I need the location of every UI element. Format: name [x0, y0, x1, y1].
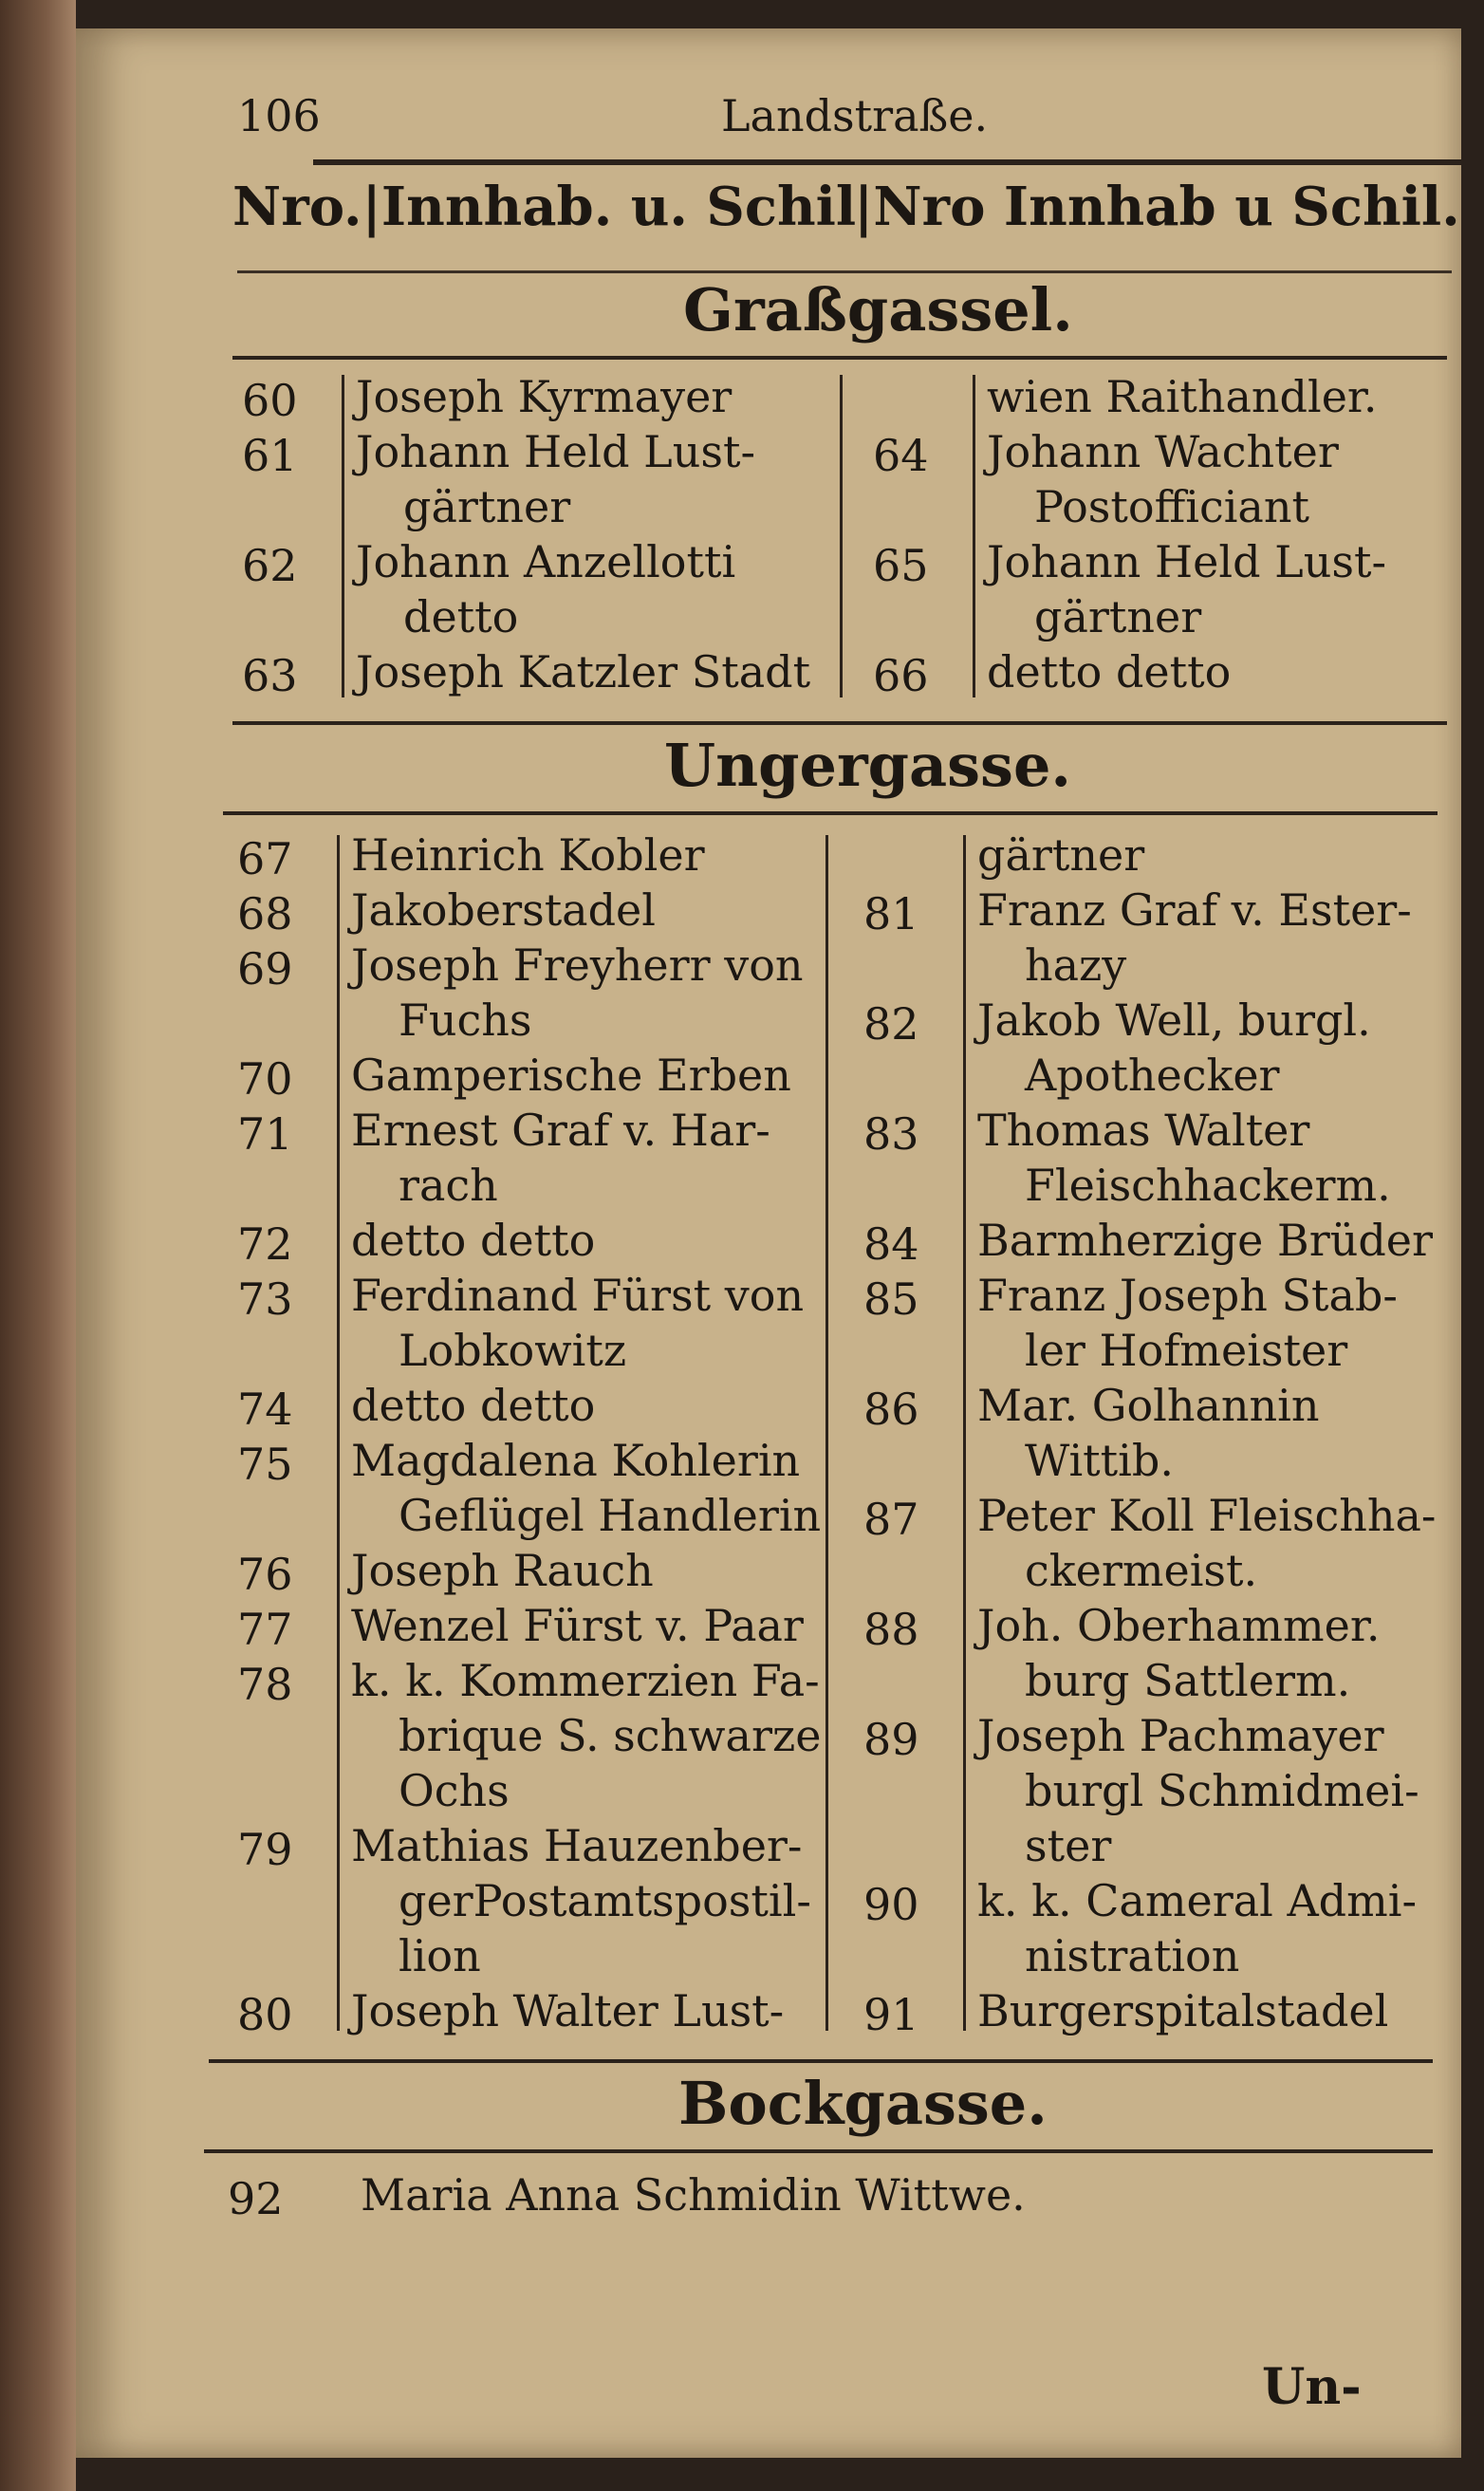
column-divider: [337, 835, 340, 2031]
entry-text-continued: Postofficiant: [1034, 481, 1309, 532]
entry-number: 85: [863, 1273, 919, 1325]
entry-text: Johann Anzellotti: [356, 536, 736, 587]
entry-number: 69: [237, 943, 293, 995]
entry-text: Gamperische Erben: [351, 1050, 791, 1101]
entry-number: 64: [873, 430, 929, 481]
column-divider: [825, 835, 828, 2031]
entry-text: Jakoberstadel: [351, 884, 656, 936]
entry-text: Wenzel Fürst v. Paar: [351, 1600, 804, 1651]
entry-text: Maria Anna Schmidin Wittwe.: [361, 2169, 1026, 2221]
entry-text: Joseph Kyrmayer: [356, 371, 733, 422]
entry-number: 65: [873, 540, 929, 591]
entry-number: 79: [237, 1824, 293, 1875]
entry-number: 90: [863, 1879, 919, 1930]
column-divider: [342, 375, 344, 697]
entry-text: Joseph Rauch: [351, 1545, 654, 1596]
section-rule: [204, 2149, 1433, 2153]
entry-text: Mathias Hauzenber-: [351, 1820, 803, 1871]
entry-number: 91: [863, 1989, 919, 2040]
entry-number: 61: [242, 430, 298, 481]
entry-text: Johann Wachter: [987, 426, 1339, 477]
entry-text: Joseph Walter Lust-: [351, 1985, 785, 2036]
entry-text-continued: Lobkowitz: [399, 1325, 627, 1376]
section-rule: [232, 721, 1447, 725]
entry-text: Peter Koll Fleischha-: [977, 1490, 1437, 1541]
entry-number: 80: [237, 1989, 293, 2040]
entry-text-continued: lion: [399, 1930, 481, 1981]
entry-number: 60: [242, 375, 298, 426]
column-divider: [840, 375, 843, 697]
entry-text: Heinrich Kobler: [351, 829, 705, 881]
entry-number: 84: [863, 1218, 919, 1270]
section-rule: [209, 2059, 1433, 2063]
entry-number: 89: [863, 1714, 919, 1765]
entry-number: 83: [863, 1108, 919, 1160]
header-underline: [237, 270, 1452, 273]
page-number: 106: [237, 90, 321, 141]
entry-text-continued: ster: [1025, 1820, 1112, 1871]
entry-text-continued: detto: [403, 591, 519, 642]
entry-number: 88: [863, 1604, 919, 1655]
entry-text-continued: Fleischhackerm.: [1025, 1160, 1391, 1211]
entry-text: Joh. Oberhammer.: [977, 1600, 1381, 1651]
entry-text-continued: ckermeist.: [1025, 1545, 1258, 1596]
section-rule: [223, 811, 1438, 815]
entry-text: Thomas Walter: [977, 1105, 1310, 1156]
section-rule: [232, 356, 1447, 360]
column-header-right: |Nro Innhab u Schil.: [854, 176, 1460, 238]
entry-text-continued: Wittib.: [1025, 1435, 1174, 1486]
entry-number: 87: [863, 1494, 919, 1545]
entry-text: Franz Joseph Stab-: [977, 1270, 1398, 1321]
entry-text: Joseph Pachmayer: [977, 1710, 1384, 1761]
entry-number: 86: [863, 1384, 919, 1435]
entry-text-continued: gerPostamtspostil-: [399, 1875, 811, 1926]
entry-text-continued: burg Sattlerm.: [1025, 1655, 1351, 1706]
entry-text: Magdalena Kohlerin: [351, 1435, 801, 1486]
entry-text: k. k. Kommerzien Fa-: [351, 1655, 820, 1706]
entry-text: Burgerspitalstadel: [977, 1985, 1389, 2036]
entry-text: Joseph Katzler Stadt: [356, 646, 811, 697]
entry-number: 78: [237, 1659, 293, 1710]
entry-text: gärtner: [977, 829, 1145, 881]
column-divider: [973, 375, 975, 697]
entry-text: Joseph Freyherr von: [351, 939, 804, 991]
column-header-left: Nro.|Innhab. u. Schil: [232, 176, 857, 238]
entry-number: 67: [237, 833, 293, 884]
entry-text: Mar. Golhannin: [977, 1380, 1320, 1431]
entry-text: detto detto: [351, 1380, 596, 1431]
entry-text-continued: Ochs: [399, 1765, 510, 1816]
column-divider: [963, 835, 966, 2031]
entry-text: wien Raithandler.: [987, 371, 1378, 422]
entry-text: detto detto: [351, 1215, 596, 1266]
entry-text-continued: Fuchs: [399, 995, 532, 1046]
entry-text: Ferdinand Fürst von: [351, 1270, 805, 1321]
entry-number: 71: [237, 1108, 293, 1160]
entry-text: detto detto: [987, 646, 1232, 697]
entry-text-continued: rach: [399, 1160, 498, 1211]
section-title-grassgassel: Graßgassel.: [683, 275, 1073, 344]
entry-number: 81: [863, 888, 919, 939]
entry-text: Barmherzige Brüder: [977, 1215, 1433, 1266]
entry-number: 73: [237, 1273, 293, 1325]
entry-number: 66: [873, 650, 929, 701]
entry-number: 63: [242, 650, 298, 701]
entry-text-continued: ler Hofmeister: [1025, 1325, 1348, 1376]
entry-text-continued: burgl Schmidmei-: [1025, 1765, 1419, 1816]
entry-text: Jakob Well, burgl.: [977, 995, 1371, 1046]
entry-number: 62: [242, 540, 298, 591]
entry-number: 70: [237, 1053, 293, 1105]
entry-text-continued: gärtner: [403, 481, 571, 532]
entry-number: 77: [237, 1604, 293, 1655]
header-rule: [313, 159, 1461, 165]
entry-text-continued: Geflügel Handlerin: [399, 1490, 822, 1541]
entry-text-continued: hazy: [1025, 939, 1127, 991]
entry-text: Franz Graf v. Ester-: [977, 884, 1412, 936]
entry-text: Johann Held Lust-: [987, 536, 1386, 587]
entry-text-continued: nistration: [1025, 1930, 1240, 1981]
entry-number: 75: [237, 1439, 293, 1490]
entry-number: 92: [228, 2173, 284, 2224]
catchword: Un-: [1262, 2358, 1362, 2416]
entry-text-continued: brique S. schwarze: [399, 1710, 822, 1761]
entry-text: Johann Held Lust-: [356, 426, 755, 477]
entry-text: k. k. Cameral Admi-: [977, 1875, 1417, 1926]
section-title-ungergasse: Ungergasse.: [664, 731, 1071, 800]
entry-number: 68: [237, 888, 293, 939]
entry-text-continued: gärtner: [1034, 591, 1202, 642]
entry-text: Ernest Graf v. Har-: [351, 1105, 770, 1156]
entry-number: 72: [237, 1218, 293, 1270]
entry-number: 74: [237, 1384, 293, 1435]
book-spine: [0, 0, 76, 2491]
section-title-bockgasse: Bockgasse.: [678, 2069, 1048, 2138]
entry-number: 82: [863, 998, 919, 1050]
entry-number: 76: [237, 1549, 293, 1600]
running-head: Landstraße.: [721, 90, 989, 141]
entry-text-continued: Apothecker: [1025, 1050, 1280, 1101]
